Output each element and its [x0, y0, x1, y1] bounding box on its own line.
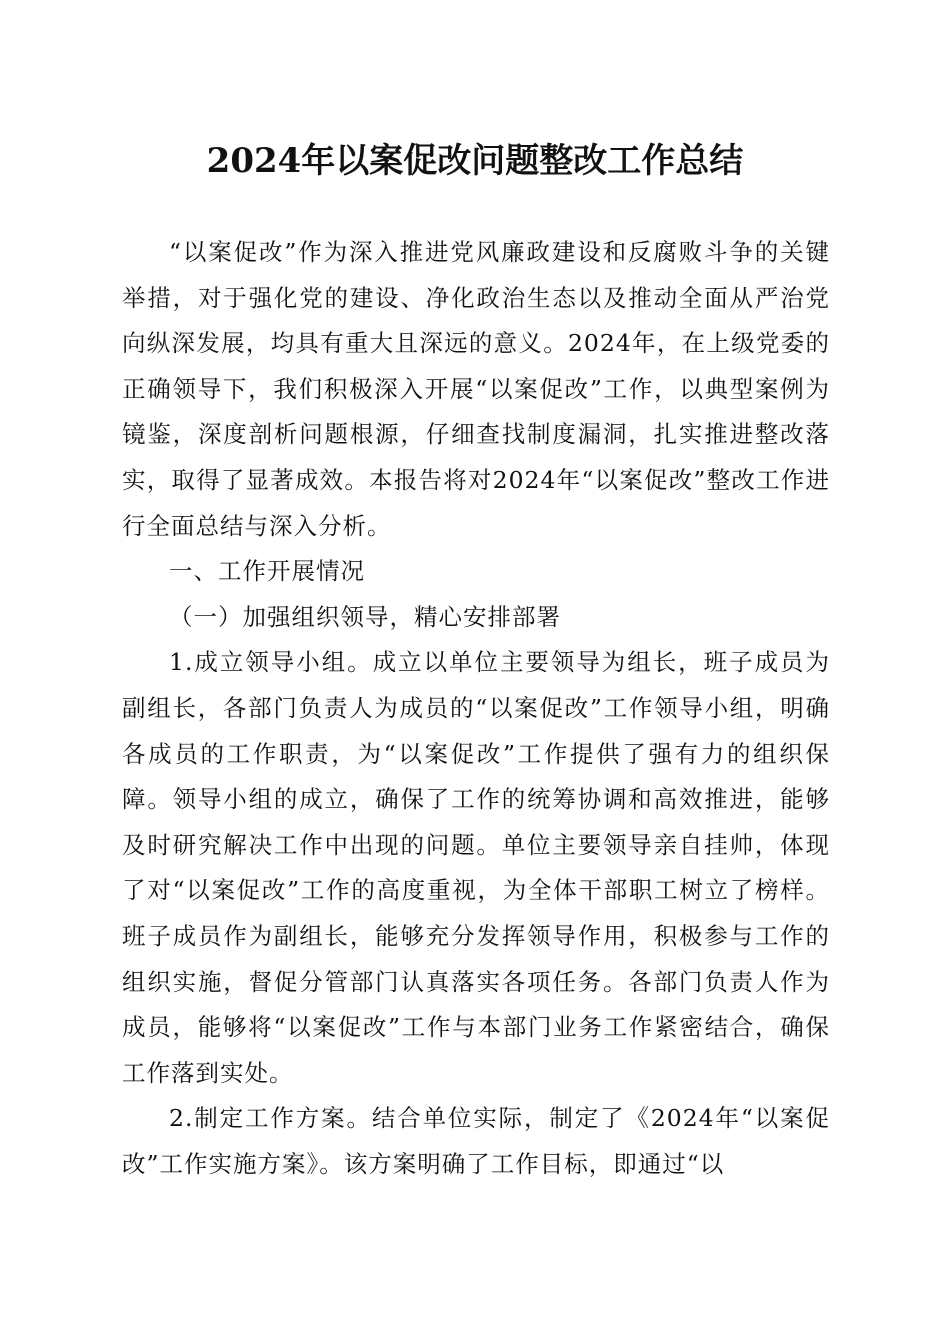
document-title: 2024年以案促改问题整改工作总结: [206, 141, 744, 181]
item-paragraph-1: 1.成立领导小组。成立以单位主要领导为组长，班子成员为副组长，各部门负责人为成员的“以案促改”工作领导小组，明确各成员的工作职责，为“以案促改”工作提供了强有力的组织保障。领导小组的成立，确保了工作的统筹协调和高效推进，能够及时研究解决工作中出现的问题。单位主要领导亲自挂帅，体现了对“以案促改”工作的高度重视，为全体干部职工树立了榜样。班子成员作为副组长，能够充分发挥领导作用，积极参与工作的组织实施，督促分管部门认真落实各项任务。各部门负责人作为成员，能够将“以案促改”工作与本部门业务工作紧密结合，确保工作落到实处。: [122, 648, 830, 1087]
item-paragraph-2: 2.制定工作方案。结合单位实际，制定了《2024年“以案促改”工作实施方案》。该方案明确了工作目标，即通过“以: [122, 1104, 830, 1178]
intro-paragraph: “以案促改”作为深入推进党风廉政建设和反腐败斗争的关键举措，对于强化党的建设、净化政治生态以及推动全面从严治党向纵深发展，均具有重大且深远的意义。2024年，在上级党委的正确领导下，我们积极深入开展“以案促改”工作，以典型案例为镜鉴，深度剖析问题根源，仔细查找制度漏洞，扎实推进整改落实，取得了显著成效。本报告将对2024年“以案促改”整改工作进行全面总结与深入分析。: [122, 238, 830, 540]
document-body: [122, 230, 830, 1187]
section-heading: 一、工作开展情况: [169, 557, 365, 586]
subsection-heading: （一）加强组织领导，精心安排部署: [169, 602, 561, 631]
